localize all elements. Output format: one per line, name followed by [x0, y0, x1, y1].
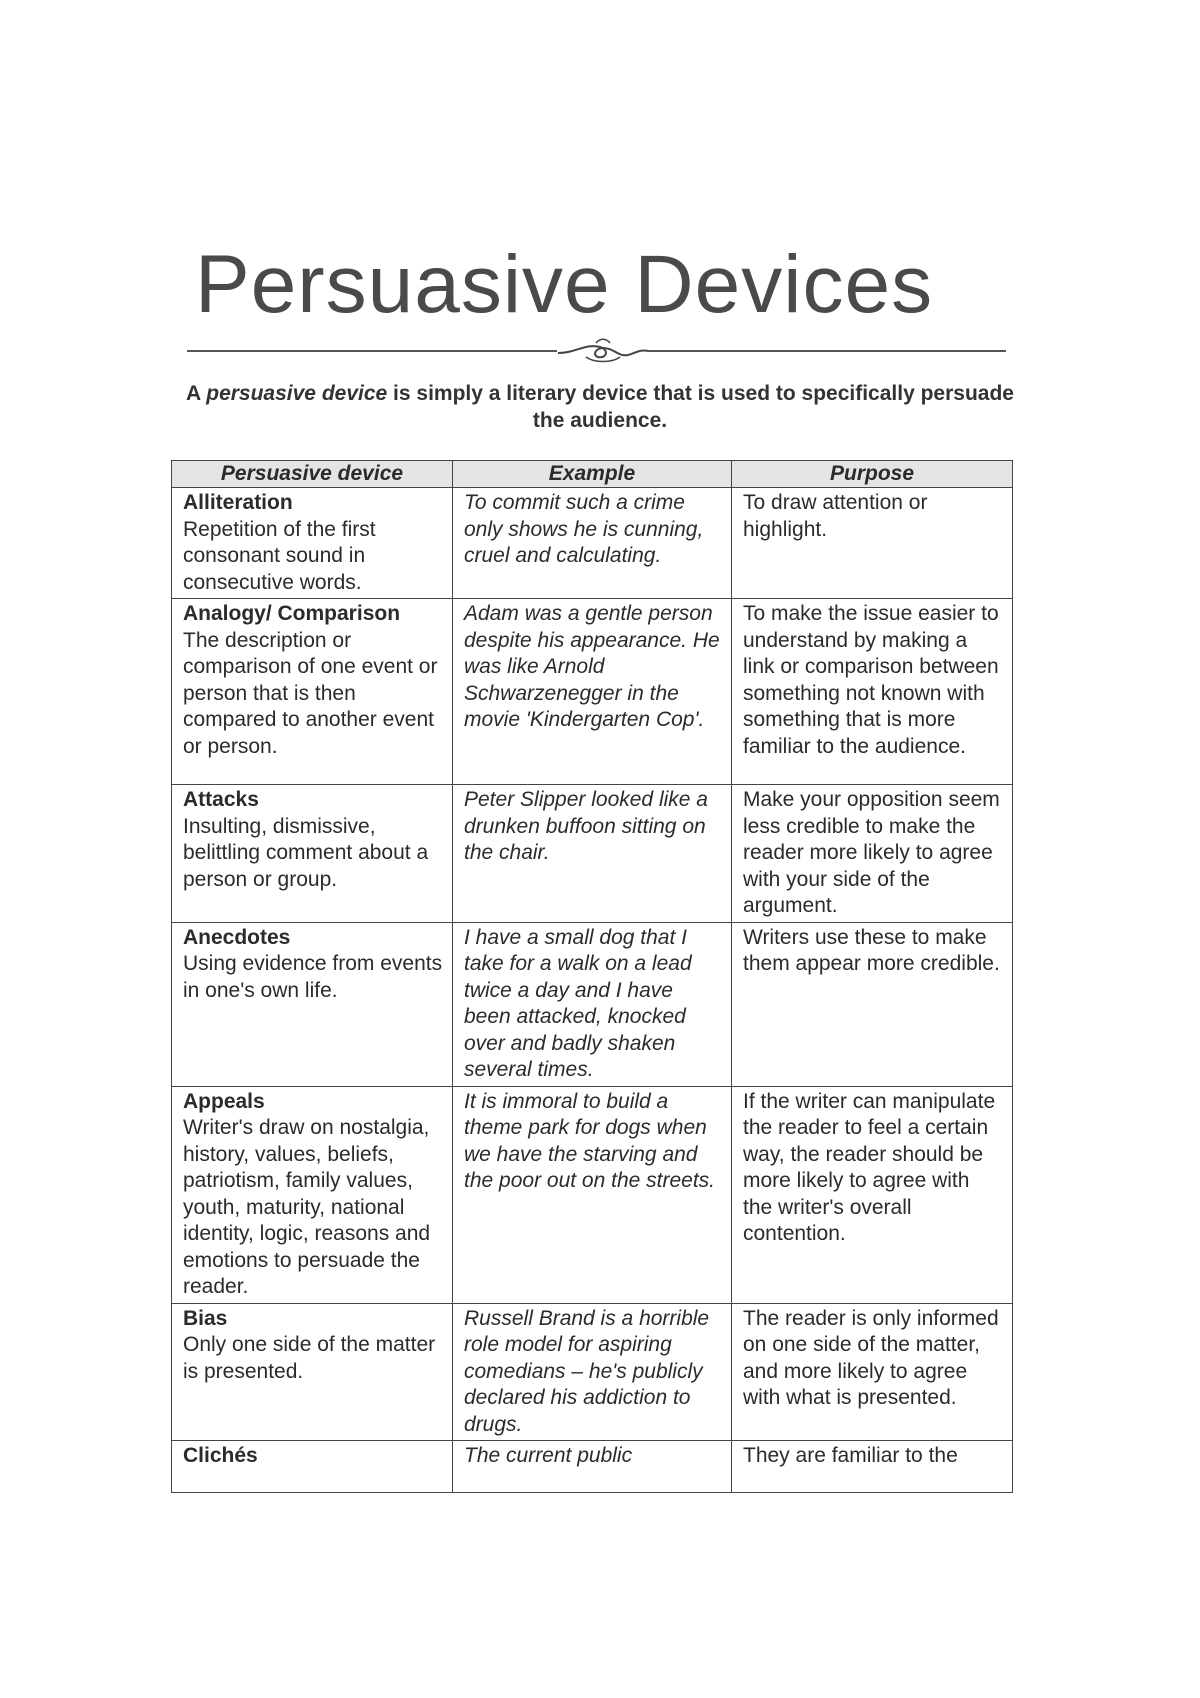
table-row — [172, 1086, 1013, 1303]
table-row — [172, 922, 1013, 1086]
device-description: The description or comparison of one event or person that is then compared to another event or person. — [183, 628, 438, 758]
intro-prefix: A — [186, 382, 207, 405]
purpose-cell: If the writer can manipulate the reader to feel a certain way, the reader should be more likely to agree with the writer's overall contention. — [732, 1086, 1013, 1303]
table-row — [172, 488, 1013, 599]
intro-suffix: is simply a literary device that is used to specifically persuade the audience. — [387, 382, 1014, 432]
device-cell — [172, 785, 453, 923]
device-cell — [172, 1441, 453, 1493]
example-cell: Russell Brand is a horrible role model for aspiring comedians – he's publicly declared his addiction to drugs. — [453, 1303, 732, 1441]
purpose-cell: To draw attention or highlight. — [732, 488, 1013, 599]
device-description: Writer's draw on nostalgia, history, values, beliefs, patriotism, family values, youth, maturity, national identity, logic, reasons and emotions to persuade the reader. — [183, 1116, 431, 1298]
table-header-row — [172, 461, 1013, 488]
device-name: Analogy/ Comparison — [183, 602, 401, 625]
device-name: Clichés — [183, 1444, 258, 1467]
device-description: Repetition of the first consonant sound in consecutive words. — [183, 517, 376, 594]
device-cell — [172, 1303, 453, 1441]
purpose-cell: To make the issue easier to understand by making a link or comparison between something not known with something that is more familiar to the audience. — [732, 599, 1013, 785]
device-name: Anecdotes — [183, 925, 291, 949]
header-purpose: Purpose — [732, 461, 1013, 488]
divider-right — [648, 350, 1006, 352]
device-name: Attacks — [183, 788, 259, 811]
devices-table — [171, 460, 1013, 1493]
device-cell — [172, 922, 453, 1086]
table-row — [172, 1441, 1013, 1493]
header-persuasive-device: Persuasive device — [172, 461, 453, 488]
device-cell — [172, 599, 453, 785]
header-example: Example — [453, 461, 732, 488]
example-cell: To commit such a crime only shows he is cunning, cruel and calculating. — [453, 488, 732, 599]
device-description: Only one side of the matter is presented. — [183, 1333, 436, 1383]
purpose-cell: They are familiar to the — [732, 1441, 1013, 1493]
table-row — [172, 599, 1013, 785]
purpose-cell: Writers use these to make them appear more credible. — [732, 922, 1013, 1086]
intro-text — [175, 380, 1025, 434]
purpose-cell: Make your opposition seem less credible to make the reader more likely to agree with your side of the argument. — [732, 785, 1013, 923]
example-cell: Peter Slipper looked like a drunken buffoon sitting on the chair. — [453, 785, 732, 923]
intro-emphasis: persuasive device — [206, 382, 388, 405]
example-cell: I have a small dog that I take for a walk on a lead twice a day and I have been attacked, knocked over and badly shaken several times. — [453, 922, 732, 1086]
device-cell — [172, 1086, 453, 1303]
purpose-cell: The reader is only informed on one side of the matter, and more likely to agree with what is presented. — [732, 1303, 1013, 1441]
device-description: Using evidence from events in one's own life. — [183, 952, 443, 1002]
device-name: Bias — [183, 1306, 228, 1330]
page-title: Persuasive Devices — [195, 239, 934, 330]
device-name: Alliteration — [183, 491, 293, 514]
table-row — [172, 1303, 1013, 1441]
example-cell: Adam was a gentle person despite his appearance. He was like Arnold Schwarzenegger in the movie 'Kindergarten Cop'. — [453, 599, 732, 785]
device-cell — [172, 488, 453, 599]
device-description: Insulting, dismissive, belittling comment about a person or group. — [183, 814, 429, 891]
flourish-ornament-icon — [556, 335, 650, 365]
device-name: Appeals — [183, 1089, 265, 1113]
example-cell: The current public — [453, 1441, 732, 1493]
table-row — [172, 785, 1013, 923]
example-cell: It is immoral to build a theme park for dogs when we have the starving and the poor out on the streets. — [453, 1086, 732, 1303]
divider-left — [187, 350, 557, 352]
